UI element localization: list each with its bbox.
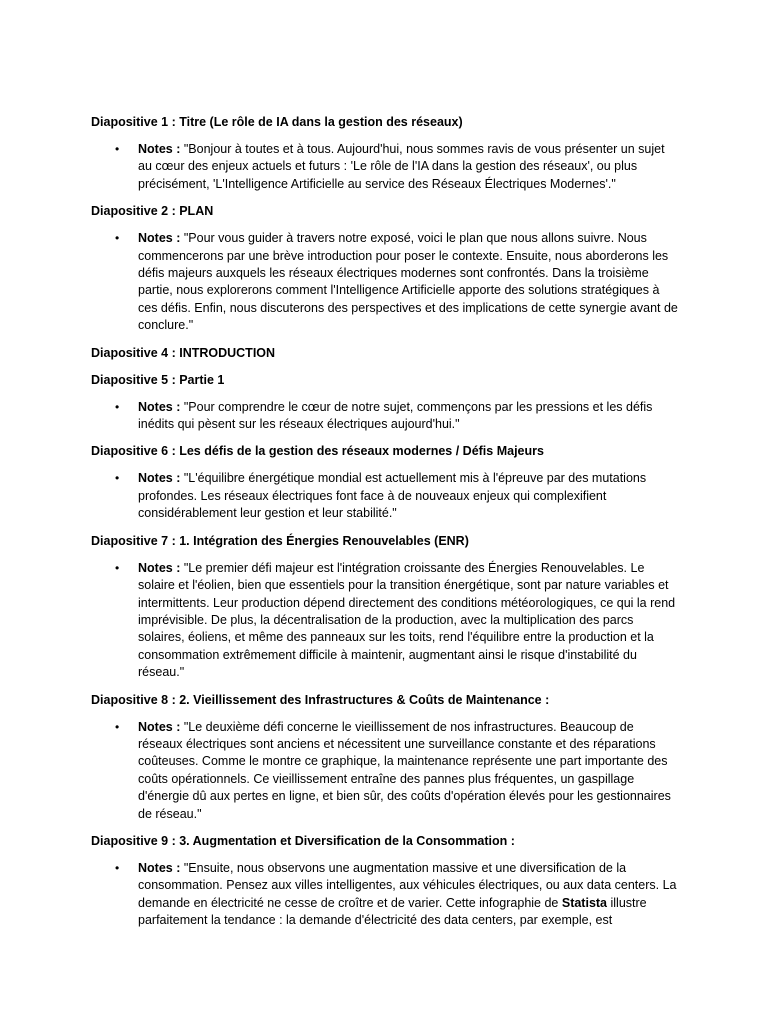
- notes-label: Notes :: [138, 560, 181, 575]
- bullet-icon: •: [115, 399, 120, 414]
- notes-text: "Pour comprendre le cœur de notre sujet, commençons par les pressions et les défis inédits qui pèsent sur les réseaux électriques aujourd'hui.": [138, 399, 653, 432]
- slide-4: [91, 345, 680, 362]
- bullet-icon: •: [115, 860, 120, 875]
- notes-label: Notes :: [138, 399, 181, 414]
- notes-text: "Bonjour à toutes et à tous. Aujourd'hui, nous sommes ravis de vous présenter un sujet au cœur des enjeux actuels et futurs : 'Le rôle de l'IA dans la gestion des réseaux', ou plus précisément, 'L'Intelligence Artificielle au service des Réseaux Électriques Modernes'.": [138, 142, 665, 191]
- notes-label: Notes :: [138, 860, 181, 875]
- slide-heading: Diapositive 4 : INTRODUCTION: [91, 345, 276, 360]
- notes-text: "Le deuxième défi concerne le vieillissement de nos infrastructures. Beaucoup de réseaux électriques sont anciens et nécessitent une surveillance constante et des réparations coûteuses. Comme le montre ce graphique, la maintenance représente une part importante des coûts opérationnels. Ce vieillissement entraîne des pannes plus fréquentes, un gaspillage d'énergie dû aux pertes en ligne, et bien sûr, des coûts d'opération élevés pour les gestionnaires de réseau.": [138, 719, 671, 821]
- slide-notes: [91, 470, 680, 522]
- notes-label: Notes :: [138, 471, 181, 486]
- slide-notes: [91, 860, 680, 930]
- bullet-icon: •: [115, 231, 120, 246]
- slide-notes: [91, 399, 680, 434]
- notes-label: Notes :: [138, 231, 181, 246]
- slide-heading: Diapositive 1 : Titre (Le rôle de IA dans la gestion des réseaux): [91, 115, 463, 129]
- bullet-icon: •: [115, 471, 120, 486]
- slide-heading: Diapositive 5 : Partie 1: [91, 372, 225, 387]
- slide-heading: Diapositive 8 : 2. Vieillissement des Infrastructures & Coûts de Maintenance :: [91, 692, 550, 707]
- bullet-icon: •: [115, 560, 120, 575]
- slide-6: [91, 443, 680, 522]
- slide-heading: Diapositive 2 : PLAN: [91, 204, 214, 219]
- notes-text: "Ensuite, nous observons une augmentation massive et une diversification de la consommation. Pensez aux villes intelligentes, aux véhicules électriques, ou aux data centers. La demande en électricité ne cesse de croître et de varier. Cette infographie de: [138, 860, 677, 910]
- slide-heading: Diapositive 6 : Les défis de la gestion des réseaux modernes / Défis Majeurs: [91, 444, 544, 459]
- slide-2: [91, 203, 680, 334]
- notes-label: Notes :: [138, 719, 181, 734]
- slide-notes: [91, 141, 680, 193]
- slide-heading: Diapositive 7 : 1. Intégration des Énergies Renouvelables (ENR): [91, 533, 469, 548]
- slide-notes: [91, 719, 680, 823]
- bullet-icon: •: [115, 142, 120, 156]
- notes-text: "Le premier défi majeur est l'intégration croissante des Énergies Renouvelables. Le solaire et l'éolien, bien que essentiels pour la transition énergétique, sont par nature variables et intermittents. Leur production dépend directement des conditions météorologiques, ce qui la rend imprévisible. De plus, la décentralisation de la production, avec la multiplication des parcs solaires, éoliens, et même des panneaux sur les toits, rend l'équilibre entre la production et la consommation extrêmement difficile à maintenir, augmentant ainsi le risque d'instabilité du réseau.": [138, 560, 676, 680]
- slide-5: [91, 372, 680, 434]
- bullet-icon: •: [115, 719, 120, 734]
- notes-text-continued: illustre parfaitement la tendance : la demande d'électricité des data centers, par exemple, est: [138, 895, 647, 928]
- slide-9: [91, 833, 680, 930]
- slide-1: [91, 114, 680, 193]
- slide-notes: [91, 560, 680, 682]
- slide-heading: Diapositive 9 : 3. Augmentation et Diversification de la Consommation :: [91, 833, 515, 848]
- slide-notes: [91, 230, 680, 334]
- slide-8: [91, 692, 680, 823]
- notes-text: "Pour vous guider à travers notre exposé, voici le plan que nous allons suivre. Nous commencerons par une brève introduction pour poser le contexte. Ensuite, nous aborderons les défis majeurs auxquels les réseaux électriques modernes sont confrontés. Dans la troisième partie, nous explorerons comment l'Intelligence Artificielle apporte des solutions stratégiques à ces défis. Enfin, nous discuterons des perspectives et des implications de cette synergie avant de conclure.": [138, 231, 678, 333]
- notes-label: Notes :: [138, 142, 181, 156]
- notes-strong-text: Statista: [561, 895, 608, 910]
- slide-7: [91, 533, 680, 682]
- notes-text: "L'équilibre énergétique mondial est actuellement mis à l'épreuve par des mutations profondes. Les réseaux électriques font face à de nouveaux enjeux qui complexifient considérablement leur gestion et leur stabilité.": [138, 471, 647, 521]
